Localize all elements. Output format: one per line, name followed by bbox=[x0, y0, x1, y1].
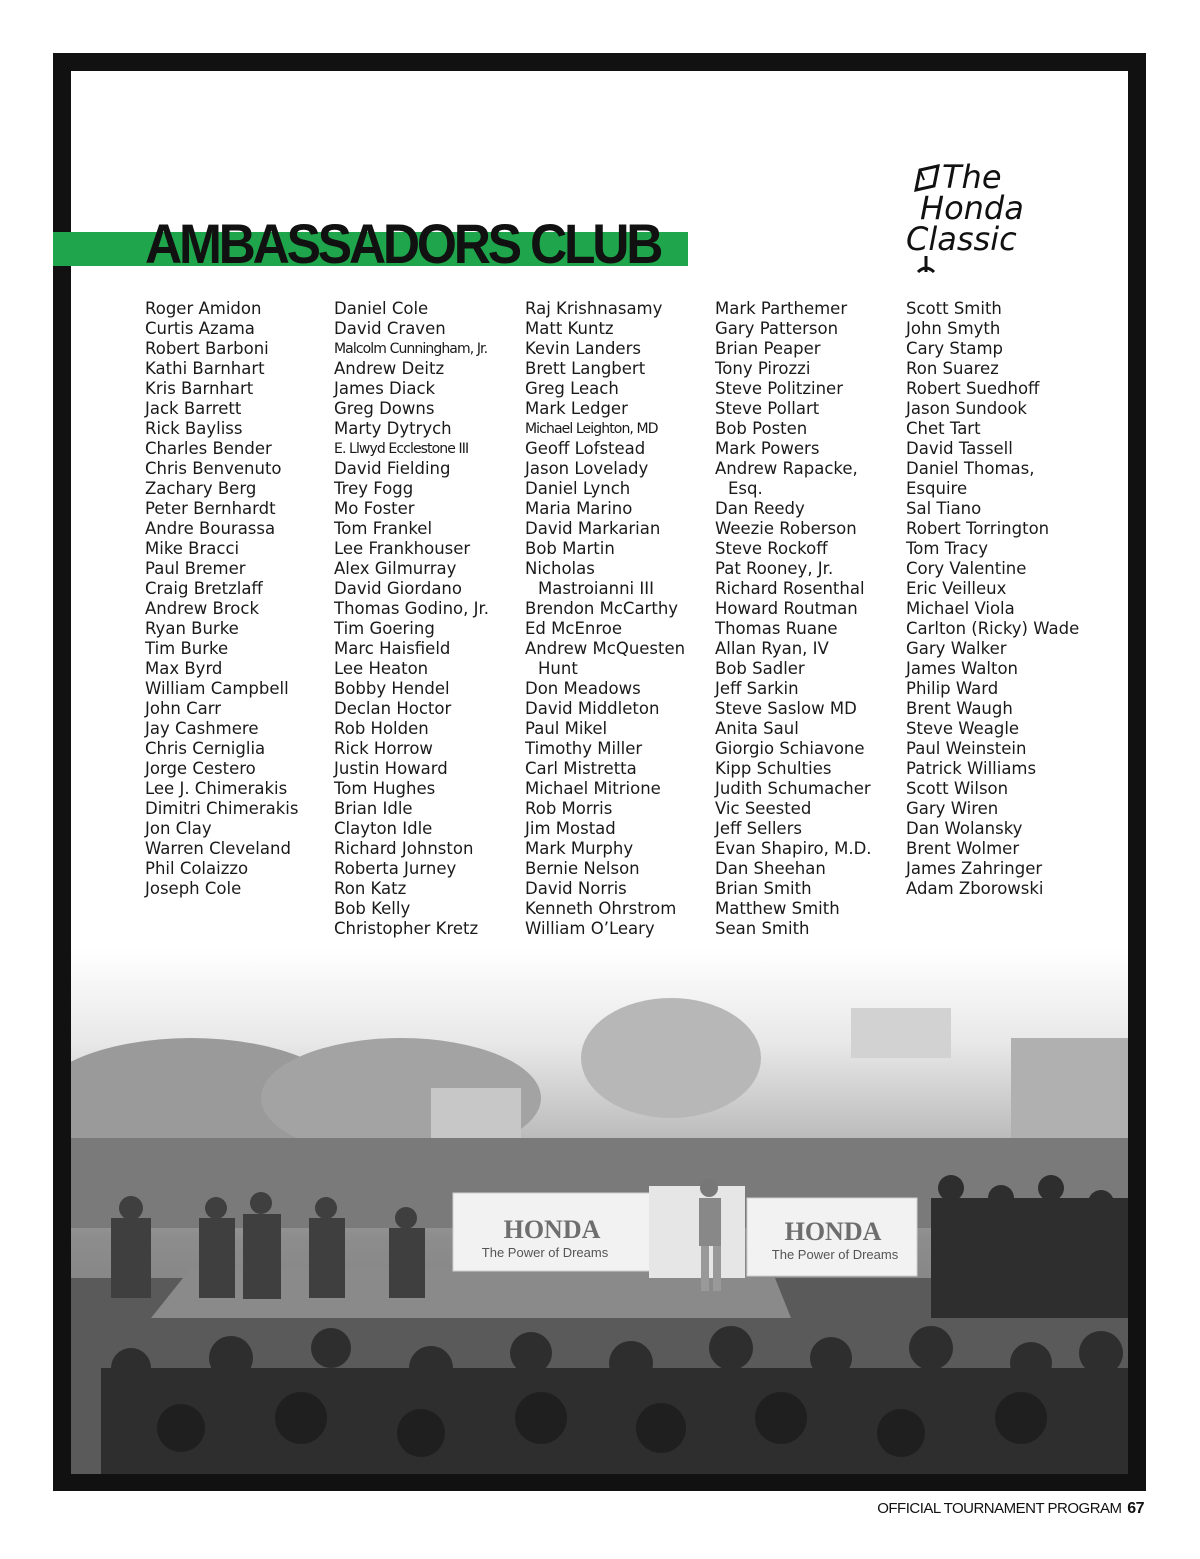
ambassador-name: Jason Lovelady bbox=[525, 459, 649, 478]
ambassador-name: Steve Politziner bbox=[715, 379, 843, 398]
ambassador-name: John Smyth bbox=[906, 319, 1001, 338]
names-column-1 bbox=[145, 299, 298, 899]
ambassador-name: Andrew McQuesten bbox=[525, 639, 686, 658]
ambassador-name: Brett Langbert bbox=[525, 359, 646, 378]
ambassador-name: Lee Heaton bbox=[334, 659, 429, 678]
ambassador-name: Roberta Jurney bbox=[334, 859, 457, 878]
page-number: 67 bbox=[1127, 1500, 1144, 1517]
ambassador-name: Chris Benvenuto bbox=[145, 459, 282, 478]
ambassador-name: Matthew Smith bbox=[715, 899, 840, 918]
ambassador-name: Cary Stamp bbox=[906, 339, 1004, 358]
ambassador-name: Raj Krishnasamy bbox=[525, 299, 663, 318]
ambassador-name: Marc Haisfield bbox=[334, 639, 451, 658]
ambassador-name: Ed McEnroe bbox=[525, 619, 623, 638]
ambassador-name: Weezie Roberson bbox=[715, 519, 857, 538]
ambassador-name: Geoff Lofstead bbox=[525, 439, 646, 458]
ambassador-name: Maria Marino bbox=[525, 499, 633, 518]
ambassador-name: Jon Clay bbox=[145, 819, 212, 838]
ambassador-name: Daniel Cole bbox=[334, 299, 429, 318]
ambassador-name: Philip Ward bbox=[906, 679, 999, 698]
ambassador-name: Robert Barboni bbox=[145, 339, 269, 358]
ambassador-name: Rob Holden bbox=[334, 719, 429, 738]
ambassador-name: Greg Leach bbox=[525, 379, 619, 398]
ambassador-name: Sal Tiano bbox=[906, 499, 982, 518]
ambassador-name: Eric Veilleux bbox=[906, 579, 1007, 598]
ambassador-name: Bobby Hendel bbox=[334, 679, 450, 698]
ambassador-name: Michael Leighton, MD bbox=[525, 421, 658, 437]
ambassador-name: Chris Cerniglia bbox=[145, 739, 266, 758]
ambassador-name: Andrew Deitz bbox=[334, 359, 445, 378]
ambassador-name: Steve Saslow MD bbox=[715, 699, 857, 718]
ambassador-name: Ron Suarez bbox=[906, 359, 999, 378]
ambassador-name: Rick Horrow bbox=[334, 739, 433, 758]
ambassador-name: David Giordano bbox=[334, 579, 462, 598]
ambassador-name: Steve Weagle bbox=[906, 719, 1020, 738]
ambassador-name: Cory Valentine bbox=[906, 559, 1027, 578]
ambassador-name: Joseph Cole bbox=[145, 879, 242, 898]
ambassador-name: Jeff Sarkin bbox=[715, 679, 799, 698]
ambassador-name: David Tassell bbox=[906, 439, 1013, 458]
ambassador-name: Timothy Miller bbox=[525, 739, 643, 758]
ambassador-name: Dan Wolansky bbox=[906, 819, 1023, 838]
ambassador-name: Rob Morris bbox=[525, 799, 613, 818]
ambassador-name: Patrick Williams bbox=[906, 759, 1037, 778]
ambassador-name: Hunt bbox=[538, 659, 578, 678]
ambassador-name: James Diack bbox=[334, 379, 436, 398]
tournament-photo bbox=[71, 948, 1128, 1474]
ambassador-name: Giorgio Schiavone bbox=[715, 739, 865, 758]
ambassador-name: Brent Waugh bbox=[906, 699, 1013, 718]
ambassador-name: Nicholas bbox=[525, 559, 595, 578]
ambassador-name: E. Llwyd Ecclestone III bbox=[334, 441, 469, 457]
ambassador-name: Mo Foster bbox=[334, 499, 415, 518]
ambassador-name: Don Meadows bbox=[525, 679, 641, 698]
ambassador-name: Trey Fogg bbox=[334, 479, 414, 498]
ambassador-name: Curtis Azama bbox=[145, 319, 255, 338]
ambassador-name: William Campbell bbox=[145, 679, 289, 698]
ambassador-name: Thomas Ruane bbox=[715, 619, 838, 638]
ambassador-name: Mark Murphy bbox=[525, 839, 634, 858]
ambassador-name: Marty Dytrych bbox=[334, 419, 452, 438]
ambassador-name: Zachary Berg bbox=[145, 479, 257, 498]
ambassador-name: Robert Suedhoff bbox=[906, 379, 1040, 398]
ambassador-name: Ryan Burke bbox=[145, 619, 239, 638]
ambassador-name: Richard Johnston bbox=[334, 839, 474, 858]
ambassador-name: Michael Mitrione bbox=[525, 779, 661, 798]
page-footer bbox=[877, 1500, 1144, 1518]
ambassador-name: Brent Wolmer bbox=[906, 839, 1020, 858]
ambassador-name: Mark Ledger bbox=[525, 399, 628, 418]
sign-tagline-left: The Power of Dreams bbox=[481, 1245, 609, 1260]
ambassador-name: David Fielding bbox=[334, 459, 451, 478]
ambassador-name: Jorge Cestero bbox=[145, 759, 256, 778]
ambassador-name: Alex Gilmurray bbox=[334, 559, 457, 578]
ambassador-name: David Craven bbox=[334, 319, 446, 338]
page-title: AMBASSADORS CLUB bbox=[145, 212, 661, 275]
names-column-4 bbox=[715, 299, 872, 939]
ambassador-name: Jack Barrett bbox=[145, 399, 242, 418]
names-column-3 bbox=[525, 299, 685, 939]
ambassador-name: Clayton Idle bbox=[334, 819, 433, 838]
ambassador-name: Daniel Thomas, bbox=[906, 459, 1035, 478]
ambassador-name: Chet Tart bbox=[906, 419, 981, 438]
ambassador-name: Jay Cashmere bbox=[145, 719, 259, 738]
ambassador-name: Tom Hughes bbox=[334, 779, 436, 798]
ambassador-name: Lee Frankhouser bbox=[334, 539, 471, 558]
ambassador-name: Esq. bbox=[728, 479, 763, 498]
ambassador-name: Richard Rosenthal bbox=[715, 579, 865, 598]
names-column-5 bbox=[906, 299, 1079, 899]
ambassador-name: Lee J. Chimerakis bbox=[145, 779, 288, 798]
ambassador-name: David Norris bbox=[525, 879, 627, 898]
ambassador-name: Jason Sundook bbox=[906, 399, 1027, 418]
ambassador-name: Bernie Nelson bbox=[525, 859, 640, 878]
ambassador-name: Brian Smith bbox=[715, 879, 812, 898]
ambassador-name: David Middleton bbox=[525, 699, 660, 718]
ambassador-name: Jim Mostad bbox=[525, 819, 616, 838]
ambassador-name: Kathi Barnhart bbox=[145, 359, 265, 378]
ambassador-name: Mark Parthemer bbox=[715, 299, 848, 318]
ambassador-name: Max Byrd bbox=[145, 659, 223, 678]
ambassador-name: Christopher Kretz bbox=[334, 919, 479, 938]
ambassador-name: Peter Bernhardt bbox=[145, 499, 276, 518]
ambassador-name: Robert Torrington bbox=[906, 519, 1050, 538]
ambassador-name: Kenneth Ohrstrom bbox=[525, 899, 677, 918]
ambassador-name: Carl Mistretta bbox=[525, 759, 637, 778]
ambassador-name: Bob Martin bbox=[525, 539, 615, 558]
ambassador-name: Charles Bender bbox=[145, 439, 272, 458]
logo-line-1: The bbox=[942, 158, 1002, 196]
ambassador-name: Gary Wiren bbox=[906, 799, 999, 818]
ambassador-name: Dimitri Chimerakis bbox=[145, 799, 299, 818]
names-column-2 bbox=[334, 299, 489, 939]
ambassador-name: Adam Zborowski bbox=[906, 879, 1044, 898]
ambassador-name: Bob Kelly bbox=[334, 899, 411, 918]
logo-line-3: Classic bbox=[906, 220, 1017, 258]
sign-brand-left: HONDA bbox=[503, 1215, 601, 1244]
ambassador-name: Justin Howard bbox=[334, 759, 448, 778]
ambassador-name: Thomas Godino, Jr. bbox=[334, 599, 490, 618]
ambassador-name: Paul Bremer bbox=[145, 559, 246, 578]
ambassador-name: Kipp Schulties bbox=[715, 759, 832, 778]
ambassador-name: Paul Mikel bbox=[525, 719, 608, 738]
ambassador-name: Tim Burke bbox=[145, 639, 229, 658]
ambassador-name: Esquire bbox=[906, 479, 968, 498]
ambassador-name: James Walton bbox=[906, 659, 1019, 678]
ambassador-name: Mastroianni III bbox=[538, 579, 654, 598]
sign-brand-right: HONDA bbox=[784, 1217, 882, 1246]
ambassador-name: Tom Frankel bbox=[334, 519, 433, 538]
ambassador-name: Bob Posten bbox=[715, 419, 808, 438]
ambassador-name: Bob Sadler bbox=[715, 659, 805, 678]
ambassador-name: Phil Colaizzo bbox=[145, 859, 249, 878]
ambassador-name: Tom Tracy bbox=[906, 539, 989, 558]
ambassador-name: Brendon McCarthy bbox=[525, 599, 679, 618]
ambassador-name: Sean Smith bbox=[715, 919, 810, 938]
ambassador-name: David Markarian bbox=[525, 519, 661, 538]
ambassador-name: Paul Weinstein bbox=[906, 739, 1027, 758]
ambassador-name: Steve Pollart bbox=[715, 399, 820, 418]
ambassador-name: Andre Bourassa bbox=[145, 519, 276, 538]
ambassador-name: Roger Amidon bbox=[145, 299, 262, 318]
ambassador-name: Allan Ryan, IV bbox=[715, 639, 829, 658]
ambassador-name: William O’Leary bbox=[525, 919, 655, 938]
ambassador-name: Andrew Rapacke, bbox=[715, 459, 858, 478]
ambassador-name: Brian Peaper bbox=[715, 339, 821, 358]
ambassador-name: Dan Reedy bbox=[715, 499, 805, 518]
ambassador-name: Judith Schumacher bbox=[715, 779, 871, 798]
golf-crowd-illustration bbox=[71, 948, 1128, 1474]
ambassador-name: Jeff Sellers bbox=[715, 819, 802, 838]
ambassador-name: Dan Sheehan bbox=[715, 859, 826, 878]
ambassador-name: Carlton (Ricky) Wade bbox=[906, 619, 1080, 638]
ambassador-name: John Carr bbox=[145, 699, 222, 718]
sign-tagline-right: The Power of Dreams bbox=[771, 1247, 899, 1262]
ambassador-name: Andrew Brock bbox=[145, 599, 259, 618]
ambassador-name: Declan Hoctor bbox=[334, 699, 452, 718]
ambassador-name: Pat Rooney, Jr. bbox=[715, 559, 834, 578]
ambassador-name: Scott Smith bbox=[906, 299, 1002, 318]
ambassador-name: Tony Pirozzi bbox=[715, 359, 811, 378]
ambassador-name: Matt Kuntz bbox=[525, 319, 614, 338]
footer-label: OFFICIAL TOURNAMENT PROGRAM bbox=[877, 1500, 1122, 1517]
ambassador-name: Anita Saul bbox=[715, 719, 799, 738]
ambassador-name: Warren Cleveland bbox=[145, 839, 291, 858]
ambassador-name: Ron Katz bbox=[334, 879, 407, 898]
ambassador-name: Tim Goering bbox=[334, 619, 435, 638]
ambassador-name: Greg Downs bbox=[334, 399, 435, 418]
ambassador-name: Brian Idle bbox=[334, 799, 413, 818]
ambassador-name: Evan Shapiro, M.D. bbox=[715, 839, 872, 858]
logo-line-2: Honda bbox=[920, 189, 1024, 227]
ambassador-name: Gary Walker bbox=[906, 639, 1007, 658]
ambassador-name: Michael Viola bbox=[906, 599, 1015, 618]
ambassador-name: Gary Patterson bbox=[715, 319, 839, 338]
ambassador-name: Scott Wilson bbox=[906, 779, 1009, 798]
ambassador-name: Kevin Landers bbox=[525, 339, 641, 358]
ambassador-name: Howard Routman bbox=[715, 599, 858, 618]
ambassador-name: Mike Bracci bbox=[145, 539, 240, 558]
ambassador-name: Mark Powers bbox=[715, 439, 820, 458]
ambassador-name: James Zahringer bbox=[906, 859, 1043, 878]
ambassador-name: Kris Barnhart bbox=[145, 379, 254, 398]
ambassador-name: Rick Bayliss bbox=[145, 419, 243, 438]
ambassador-name: Vic Seested bbox=[715, 799, 812, 818]
ambassador-name: Steve Rockoff bbox=[715, 539, 828, 558]
ambassador-name: Malcolm Cunningham, Jr. bbox=[334, 341, 488, 357]
ambassador-name: Daniel Lynch bbox=[525, 479, 631, 498]
ambassador-name: Craig Bretzlaff bbox=[145, 579, 263, 598]
honda-classic-logo bbox=[900, 160, 1040, 280]
